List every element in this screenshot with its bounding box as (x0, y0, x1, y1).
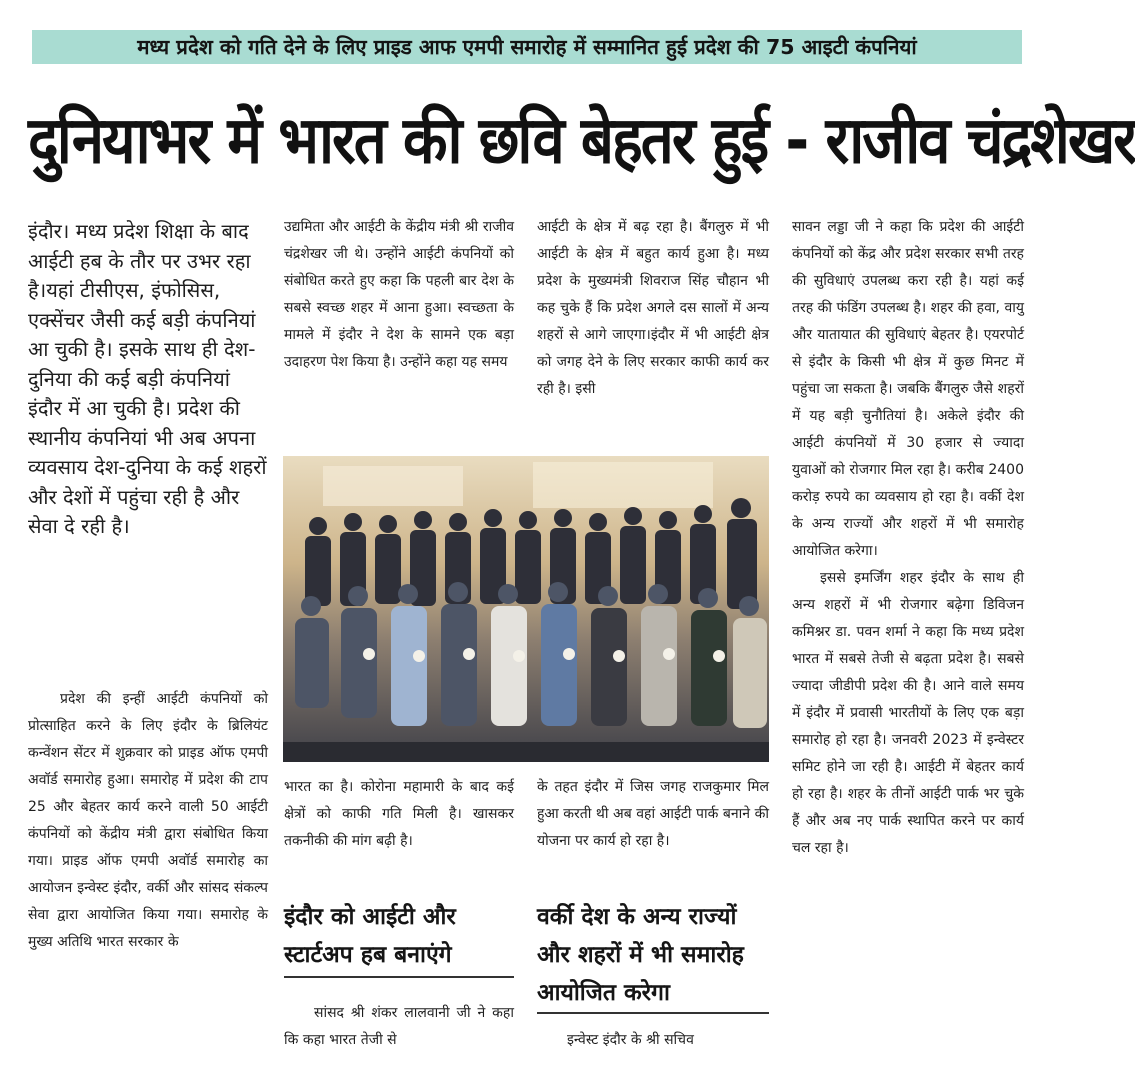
column-2-bottom (284, 1000, 514, 1064)
main-headline: दुनियाभर में भारत की छवि बेहतर हुई - राजीव चंद्रशेखर (28, 101, 1135, 179)
column-3-top (537, 214, 769, 442)
subheading-startup-hub (284, 898, 514, 978)
lead-paragraph: इंदौर। मध्य प्रदेश शिक्षा के बाद आईटी हब के तौर पर उभर रहा है।यहां टीसीएस, इंफोसिस, एक्सेंचर जैसी कई बड़ी कंपनियां आ चुकी है। इसके साथ ही देश-दुनिया की कई बड़ी कंपनियां इंदौर में आ चुकी है। प्रदेश की स्थानीय कंपनियां भी अब अपना व्यवसाय देश-दुनिया के कई शहरों और देशों में पहुंचा रही है और सेवा दे रही है। (28, 219, 267, 538)
subheading-line: वर्की देश के अन्य राज्यों (537, 904, 737, 930)
paragraph: उद्यमिता और आईटी के केंद्रीय मंत्री श्री राजीव चंद्रशेखर जी थे। उन्होंने आईटी कंपनियों को संबोधित करते हुए कहा कि पहली बार देश के सबसे स्वच्छ शहर में आना हुआ। स्वच्छता के मामले में इंदौर ने देश के सामने एक बड़ा उदाहरण पेश किया है। उन्होंने कहा यह समय (284, 219, 514, 370)
subheading-line: इंदौर को आईटी और (284, 904, 456, 930)
paragraph: सावन लड्डा जी ने कहा कि प्रदेश की आईटी कंपनियों को केंद्र और प्रदेश सरकार सभी तरह की सुविधाएं उपलब्ध करा रही है। यहां कई तरह की फंडिंग उपलब्ध है। शहर की हवा, वायु और यातायात की सुविधाएं बेहतर है। एयरपोर्ट से इंदौर के किसी भी क्षेत्र में कुछ मिनट में पहुंचा जा सकता है। जबकि बैंगलुरु जैसे शहरों में यह बड़ी चुनौतियां है। अकेले इंदौर की आईटी कंपनियों में 30 हजार से ज्यादा युवाओं को रोजगार मिल रहा है। करीब 2400 करोड़ रुपये का व्यवसाय हो रहा है। वर्की देश के अन्य राज्यों और शहरों में भी समारोह आयोजित करेगा। (792, 219, 1024, 559)
paragraph: भारत का है। कोरोना महामारी के बाद कई क्षेत्रों को काफी गति मिली है। खासकर तकनीकी की मांग बढ़ी है। (284, 779, 514, 849)
subheading-line: और शहरों में भी समारोह (537, 942, 744, 968)
column-4 (792, 214, 1024, 1064)
subheading-worky-events (537, 898, 769, 1014)
subheading-line: आयोजित करेगा (537, 974, 769, 1014)
paragraph: प्रदेश की इन्हीं आईटी कंपनियों को प्रोत्साहित करने के लिए इंदौर के ब्रिलियंट कन्वेंशन सेंटर में शुक्रवार को प्राइड ऑफ एमपी अवॉर्ड समारोह हुआ। समारोह में प्रदेश की टाप 25 और बेहतर कार्य करने वाली 50 आईटी कंपनियों को केंद्रीय मंत्री द्वारा संबोधित किया गया। प्राइड ऑफ एमपी अवॉर्ड समारोह का आयोजन इन्वेस्ट इंदौर, वर्की और सांसद संकल्प सेवा द्वारा आयोजित किया गया। समारोह के मुख्य अतिथि भारत सरकार के (28, 691, 268, 950)
column-3-middle (537, 774, 769, 894)
paragraph: सांसद श्री शंकर लालवानी जी ने कहा कि कहा भारत तेजी से (284, 1005, 514, 1048)
column-2-middle (284, 774, 514, 894)
subheading-line: स्टार्टअप हब बनाएंगे (284, 942, 452, 968)
kicker-headline: मध्य प्रदेश को गति देने के लिए प्राइड आफ एमपी समारोह में सम्मानित हुई प्रदेश की 75 आइटी कंपनियां (32, 30, 1022, 64)
group-photo-illustration (283, 456, 769, 762)
column-1-body (28, 686, 268, 1066)
paragraph: इन्वेस्ट इंदौर के श्री सचिव (567, 1032, 694, 1048)
event-group-photo (283, 456, 769, 762)
paragraph: इससे इमर्जिंग शहर इंदौर के साथ ही अन्य शहरों में भी रोजगार बढ़ेगा डिविजन कमिश्नर डा. पवन शर्मा ने कहा कि मध्य प्रदेश भारत में सबसे तेजी से बढ़ता प्रदेश है। सबसे ज्यादा जीडीपी प्रदेश की है। आने वाले समय में इंदौर में प्रवासी भारतीयों के लिए एक बड़ा समारोह हो रहा है। जनवरी 2023 में इन्वेस्टर समिट होने जा रही है। आईटी में बेहतर कार्य हो रहा है। शहर के तीनों आईटी पार्क भर चुके हैं और अब नए पार्क स्थापित करने पर कार्य चल रहा है। (792, 570, 1024, 856)
paragraph: के तहत इंदौर में जिस जगह राजकुमार मिल हुआ करती थी अब वहां आईटी पार्क बनाने की योजना पर कार्य हो रहा है। (537, 779, 769, 849)
paragraph: आईटी के क्षेत्र में बढ़ रहा है। बैंगलुरु में भी आईटी के क्षेत्र में बहुत कार्य हुआ है। मध्य प्रदेश के मुख्यमंत्री शिवराज सिंह चौहान भी कह चुके हैं कि प्रदेश अगले दस सालों में अन्य शहरों से आगे जाएगा।इंदौर में भी आईटी क्षेत्र को जगह देने के लिए सरकार काफी कार्य कर रही है। इसी (537, 219, 769, 397)
column-2-top (284, 214, 514, 442)
column-3-bottom (537, 1027, 769, 1063)
